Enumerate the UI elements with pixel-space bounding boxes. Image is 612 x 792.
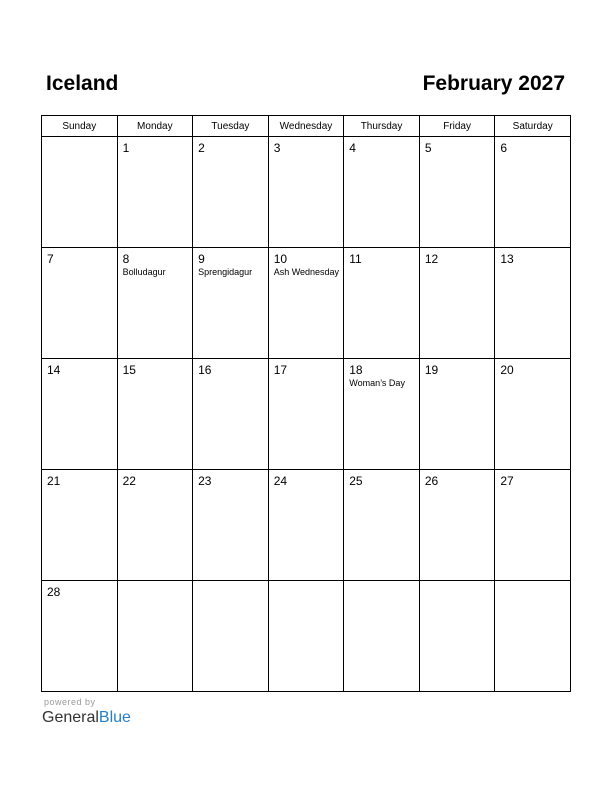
- day-cell: [495, 581, 571, 692]
- holiday-label: Sprengidagur: [198, 267, 253, 277]
- day-cell: [495, 359, 571, 470]
- week-row: [42, 470, 571, 581]
- day-number: 22: [122, 474, 136, 488]
- day-cell: [193, 581, 269, 692]
- weekday-saturday: Saturday: [495, 116, 571, 137]
- day-number: 7: [47, 252, 54, 266]
- day-cell: [344, 248, 420, 359]
- day-cell: [193, 137, 269, 248]
- day-cell: [495, 470, 571, 581]
- brand-general: General: [42, 709, 99, 726]
- day-cell: [419, 359, 495, 470]
- day-number: 12: [424, 252, 439, 266]
- day-cell: [344, 581, 420, 692]
- day-cell: [117, 581, 193, 692]
- day-cell: [193, 359, 269, 470]
- day-cell: [268, 137, 344, 248]
- day-number: 10: [273, 252, 288, 266]
- week-row: [42, 137, 571, 248]
- day-number: 19: [424, 363, 439, 377]
- day-cell: [495, 137, 571, 248]
- day-number: 5: [424, 141, 432, 155]
- week-row: [42, 581, 571, 692]
- day-number: 17: [273, 363, 288, 377]
- week-row: [42, 359, 571, 470]
- day-cell: [419, 137, 495, 248]
- day-cell: [117, 470, 193, 581]
- weekday-thursday: Thursday: [344, 116, 420, 137]
- day-number: 24: [273, 474, 288, 488]
- week-row: [42, 248, 571, 359]
- day-cell: [42, 470, 118, 581]
- weekday-monday: Monday: [117, 116, 193, 137]
- day-cell: [344, 359, 420, 470]
- day-cell: [193, 470, 269, 581]
- weekday-wednesday: Wednesday: [268, 116, 344, 137]
- calendar-grid: [41, 115, 571, 692]
- day-number: 11: [349, 252, 362, 266]
- holiday-label: Bolludagur: [122, 267, 166, 277]
- day-cell: [268, 248, 344, 359]
- day-number: 2: [198, 141, 205, 155]
- day-number: 14: [47, 363, 61, 377]
- month-title: February 2027: [422, 72, 565, 95]
- brand-blue: Blue: [98, 709, 131, 726]
- day-number: 8: [122, 252, 130, 266]
- day-cell: [42, 359, 118, 470]
- day-cell: [344, 137, 420, 248]
- weekday-sunday: Sunday: [42, 116, 118, 137]
- day-cell: [495, 248, 571, 359]
- day-number: 27: [500, 474, 514, 488]
- day-cell: [419, 248, 495, 359]
- day-cell: [268, 470, 344, 581]
- day-number: 28: [47, 585, 61, 599]
- day-number: 3: [273, 141, 281, 155]
- day-number: 18: [349, 363, 363, 377]
- day-number: 13: [500, 252, 514, 266]
- day-number: 26: [424, 474, 439, 488]
- day-number: 23: [198, 474, 212, 488]
- day-cell: [344, 470, 420, 581]
- day-number: 9: [198, 252, 205, 266]
- day-number: 25: [349, 474, 363, 488]
- day-cell: [117, 248, 193, 359]
- generalblue-logo: [42, 708, 131, 728]
- day-cell: [419, 581, 495, 692]
- day-number: 6: [500, 141, 508, 155]
- day-cell: [42, 248, 118, 359]
- day-cell: [193, 248, 269, 359]
- country-title: Iceland: [46, 72, 119, 95]
- day-cell: [117, 137, 193, 248]
- day-cell: [117, 359, 193, 470]
- day-number: 1: [122, 141, 130, 155]
- holiday-label: Woman’s Day: [349, 378, 405, 388]
- day-cell: [42, 137, 118, 248]
- weekday-header-row: [42, 116, 571, 137]
- day-cell: [42, 581, 118, 692]
- day-cell: [419, 470, 495, 581]
- holiday-label: Ash Wednesday: [273, 267, 340, 277]
- day-number: 4: [349, 141, 356, 155]
- powered-by-label: powered by: [44, 697, 96, 707]
- day-number: 15: [122, 363, 136, 377]
- day-number: 20: [500, 363, 514, 377]
- day-cell: [268, 359, 344, 470]
- day-cell: [268, 581, 344, 692]
- day-number: 21: [47, 474, 61, 488]
- weekday-tuesday: Tuesday: [193, 116, 269, 137]
- weekday-friday: Friday: [419, 116, 495, 137]
- day-number: 16: [198, 363, 212, 377]
